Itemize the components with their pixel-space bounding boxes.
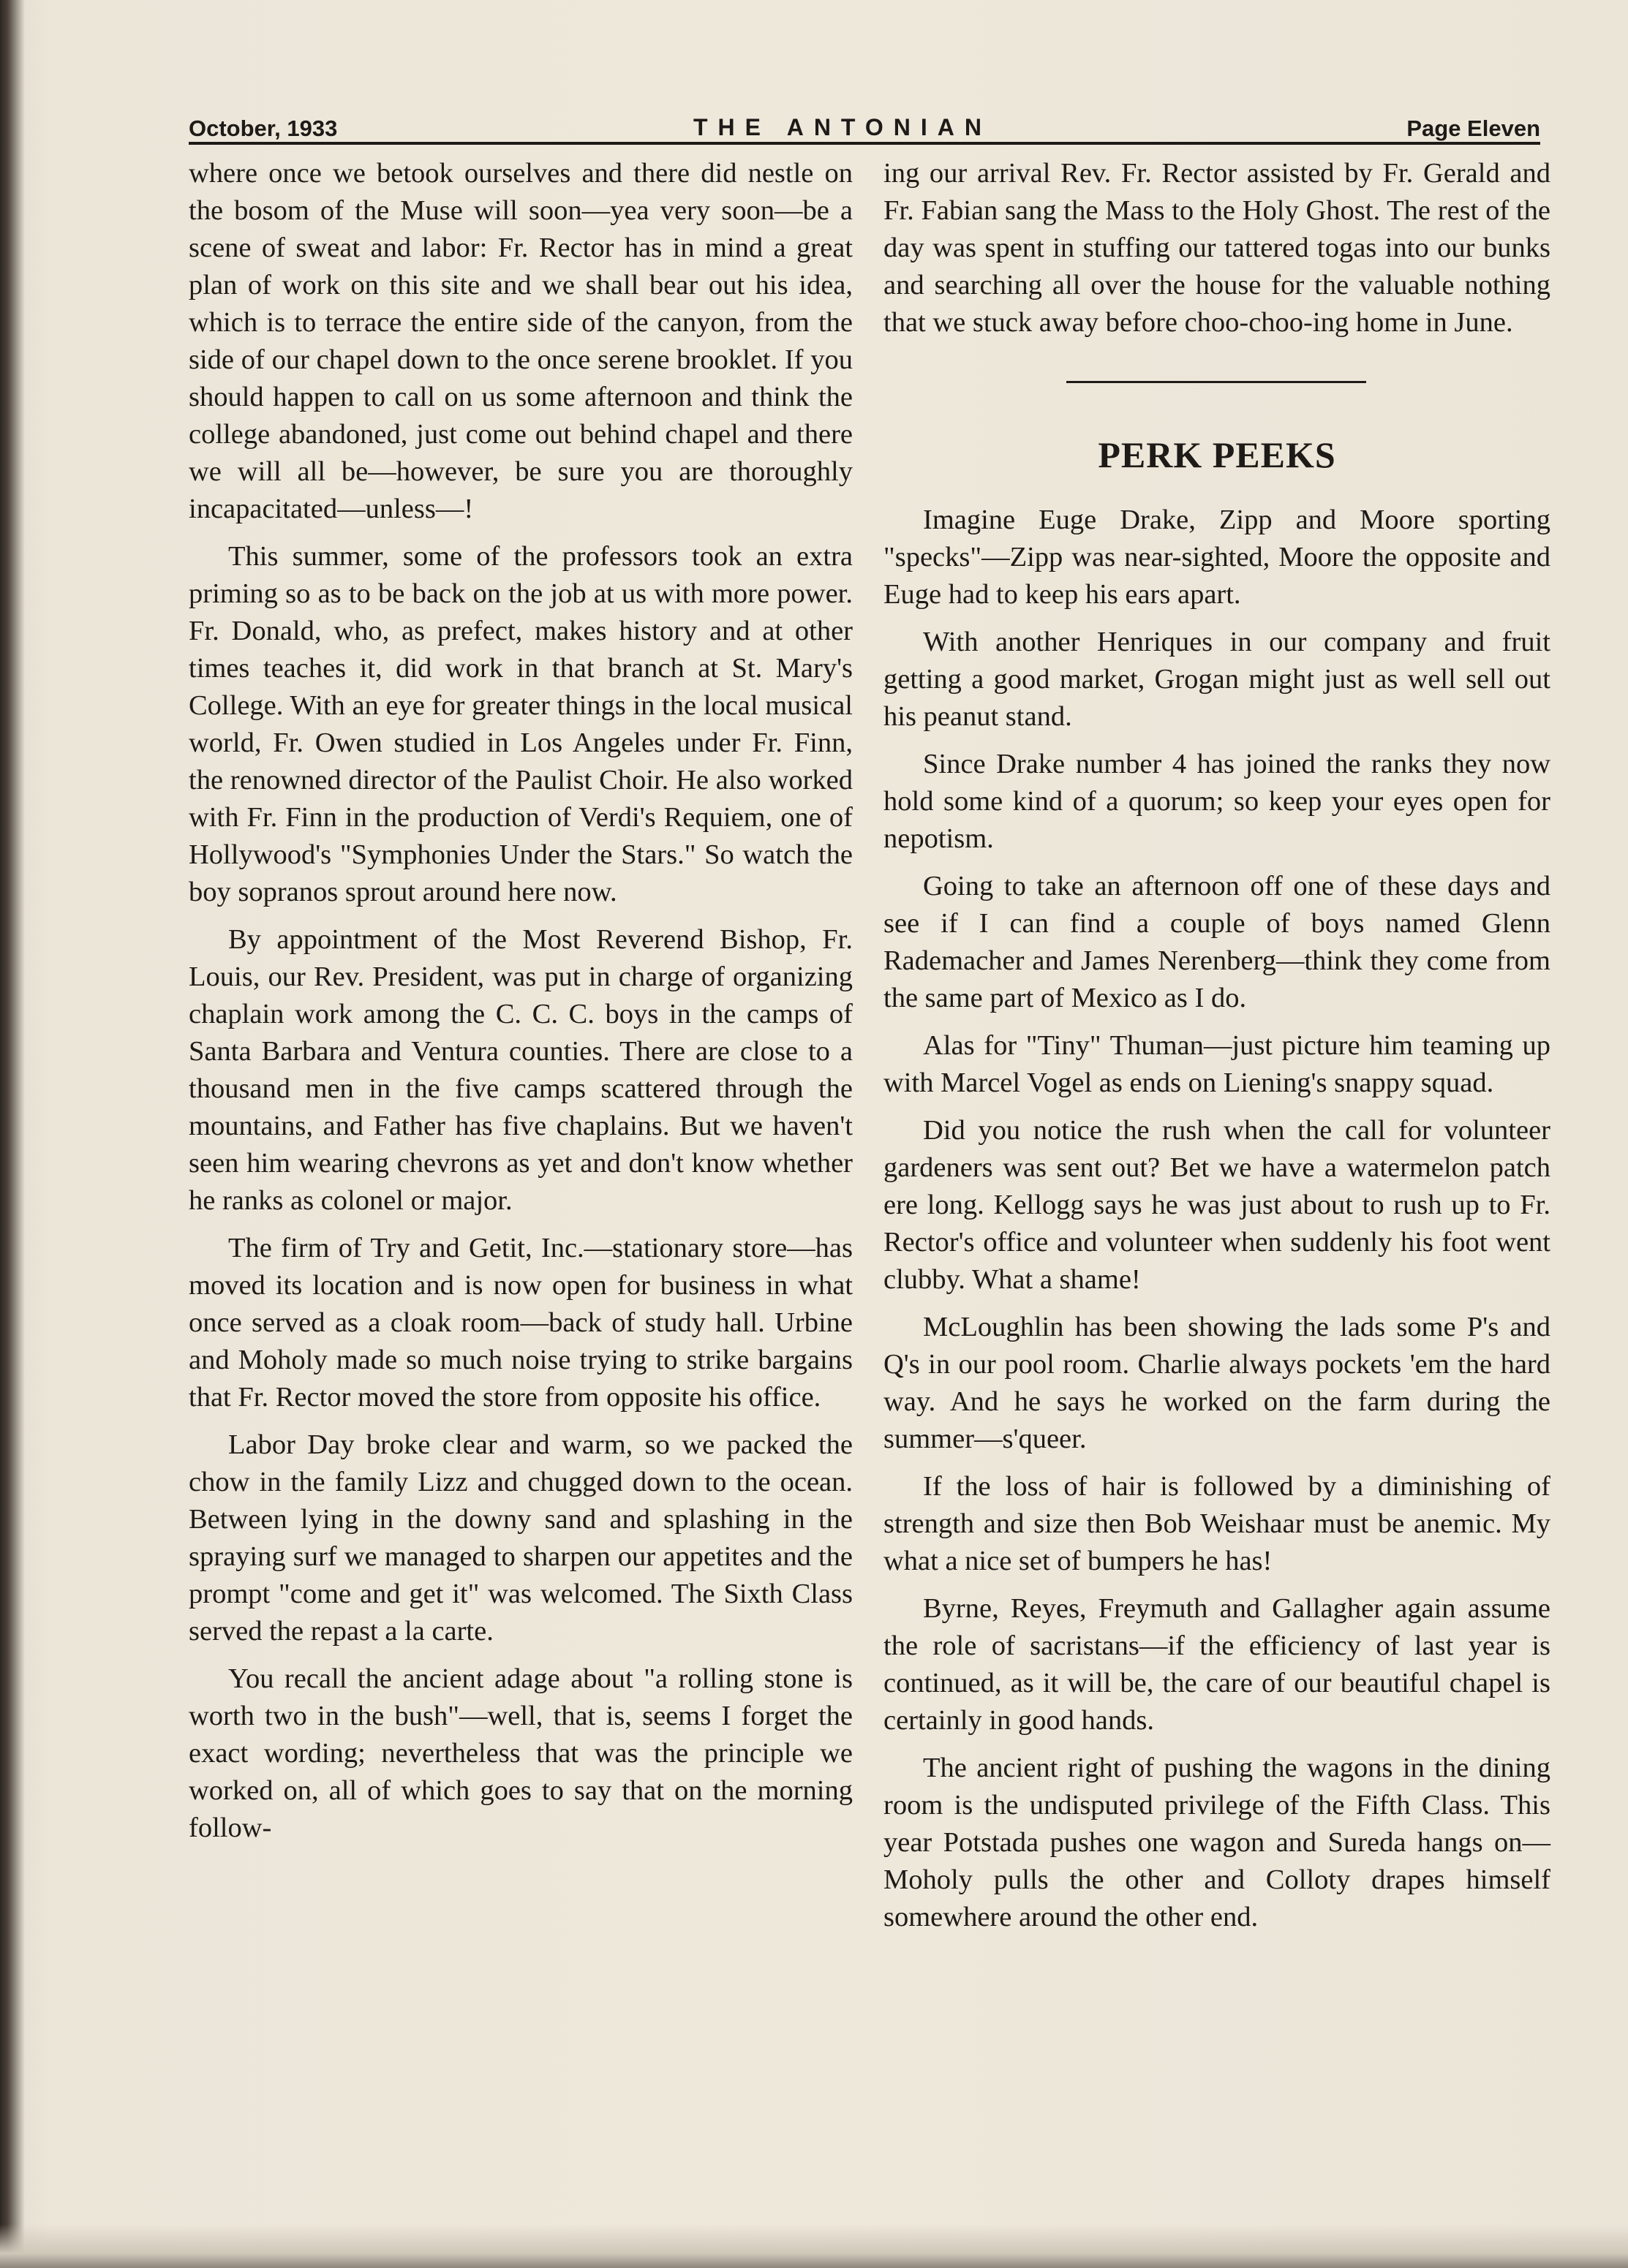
perk-peeks-paragraph: McLoughlin has been showing the lads some P's and Q's in our pool room. Charlie always pockets 'em the hard way. And he says he worked on the farm during the summer—s'queer.	[883, 1312, 1550, 1454]
header-rule	[189, 142, 1540, 145]
left-paragraph: where once we betook ourselves and there did nestle on the bosom of the Muse will soon—yea very soon—be a scene of sweat and labor: Fr. Rector has in mind a great plan of work on this site and we shall bear out his idea, which is to terrace the entire side of the canyon, from the side of our chapel down to the once serene brooklet. If you should happen to call on us some afternoon and think the college abandoned, just come out behind chapel and there we will all be—however, be sure you are thoroughly incapacitated—unless—!	[189, 158, 853, 524]
perk-peeks-paragraph: Did you notice the rush when the call for volunteer gardeners was sent out? Bet we have a watermelon patch ere long. Kellogg says he was just about to rush up to Fr. Rector's office and volunteer when suddenly his foot went clubby. What a shame!	[883, 1115, 1550, 1295]
perk-peeks-paragraph: Byrne, Reyes, Freymuth and Gallagher again assume the role of sacristans—if the efficiency of last year is continued, as it will be, the care of our beautiful chapel is certainly in good hands.	[883, 1593, 1550, 1736]
left-column	[189, 155, 853, 1857]
header-masthead: THE ANTONIAN	[693, 114, 992, 140]
right-continued-paragraph: ing our arrival Rev. Fr. Rector assisted by Fr. Gerald and Fr. Fabian sang the Mass to the Holy Ghost. The rest of the day was spent in stuffing our tattered togas into our bunks and searching all over the house for the valuable nothing that we stuck away before choo-choo-ing home in June.	[883, 158, 1550, 338]
perk-peeks-paragraph: If the loss of hair is followed by a diminishing of strength and size then Bob Weishaar must be anemic. My what a nice set of bumpers he has!	[883, 1471, 1550, 1576]
perk-peeks-paragraph: Since Drake number 4 has joined the ranks they now hold some kind of a quorum; so keep your eyes open for nepotism.	[883, 749, 1550, 854]
section-divider	[1066, 381, 1366, 383]
perk-peeks-paragraph: With another Henriques in our company and fruit getting a good market, Grogan might just as well sell out his peanut stand.	[883, 627, 1550, 732]
header-page-number: Page Eleven	[1406, 116, 1540, 141]
running-header	[189, 110, 1540, 146]
page-bottom-edge	[0, 2224, 1628, 2268]
perk-peeks-paragraph: Imagine Euge Drake, Zipp and Moore sporting "specks"—Zipp was near-sighted, Moore the opposite and Euge had to keep his ears apart.	[883, 504, 1550, 610]
left-paragraph: Labor Day broke clear and warm, so we packed the chow in the family Lizz and chugged down to the ocean. Between lying in the downy sand and splashing in the spraying surf we managed to sharpen our appetites and the prompt "come and get it" was welcomed. The Sixth Class served the repast a la carte.	[189, 1429, 853, 1647]
left-paragraph: The firm of Try and Getit, Inc.—stationary store—has moved its location and is now open for business in what once served as a cloak room—back of study hall. Urbine and Moholy made so much noise trying to strike bargains that Fr. Rector moved the store from opposite his office.	[189, 1233, 853, 1413]
header-date: October, 1933	[189, 116, 338, 141]
perk-peeks-paragraph: The ancient right of pushing the wagons in the dining room is the undisputed privilege of the Fifth Class. This year Potstada pushes one wagon and Sureda hangs on—Moholy pulls the other and Colloty drapes himself somewhere around the other end.	[883, 1753, 1550, 1932]
left-paragraph: You recall the ancient adage about "a rolling stone is worth two in the bush"—well, that is, seems I forget the exact wording; nevertheless that was the principle we worked on, all of which goes to say that on the morning follow-	[189, 1663, 853, 1843]
perk-peeks-paragraph: Going to take an afternoon off one of these days and see if I can find a couple of boys named Glenn Rademacher and James Nerenberg—think they come from the same part of Mexico as I do.	[883, 871, 1550, 1013]
perk-peeks-paragraph: Alas for "Tiny" Thuman—just picture him teaming up with Marcel Vogel as ends on Liening's snappy squad.	[883, 1030, 1550, 1098]
left-paragraph: By appointment of the Most Reverend Bishop, Fr. Louis, our Rev. President, was put in charge of organizing chaplain work among the C. C. C. boys in the camps of Santa Barbara and Ventura counties. There are close to a thousand men in the five camps scattered through the mountains, and Father has five chaplains. But we haven't seen him wearing chevrons as yet and don't know whether he ranks as colonel or major.	[189, 924, 853, 1216]
section-title: PERK PEEKS	[1098, 434, 1336, 475]
left-paragraph: This summer, some of the professors took an extra priming so as to be back on the job at us with more power. Fr. Donald, who, as prefect, makes history and at other times teaches it, did work in that branch at St. Mary's College. With an eye for greater things in the local musical world, Fr. Owen studied in Los Angeles under Fr. Finn, the renowned director of the Paulist Choir. He also worked with Fr. Finn in the production of Verdi's Requiem, one of Hollywood's "Symphonies Under the Stars." So watch the boy sopranos sprout around here now.	[189, 541, 853, 907]
torn-left-edge	[0, 0, 25, 2268]
right-column	[883, 155, 1550, 1946]
